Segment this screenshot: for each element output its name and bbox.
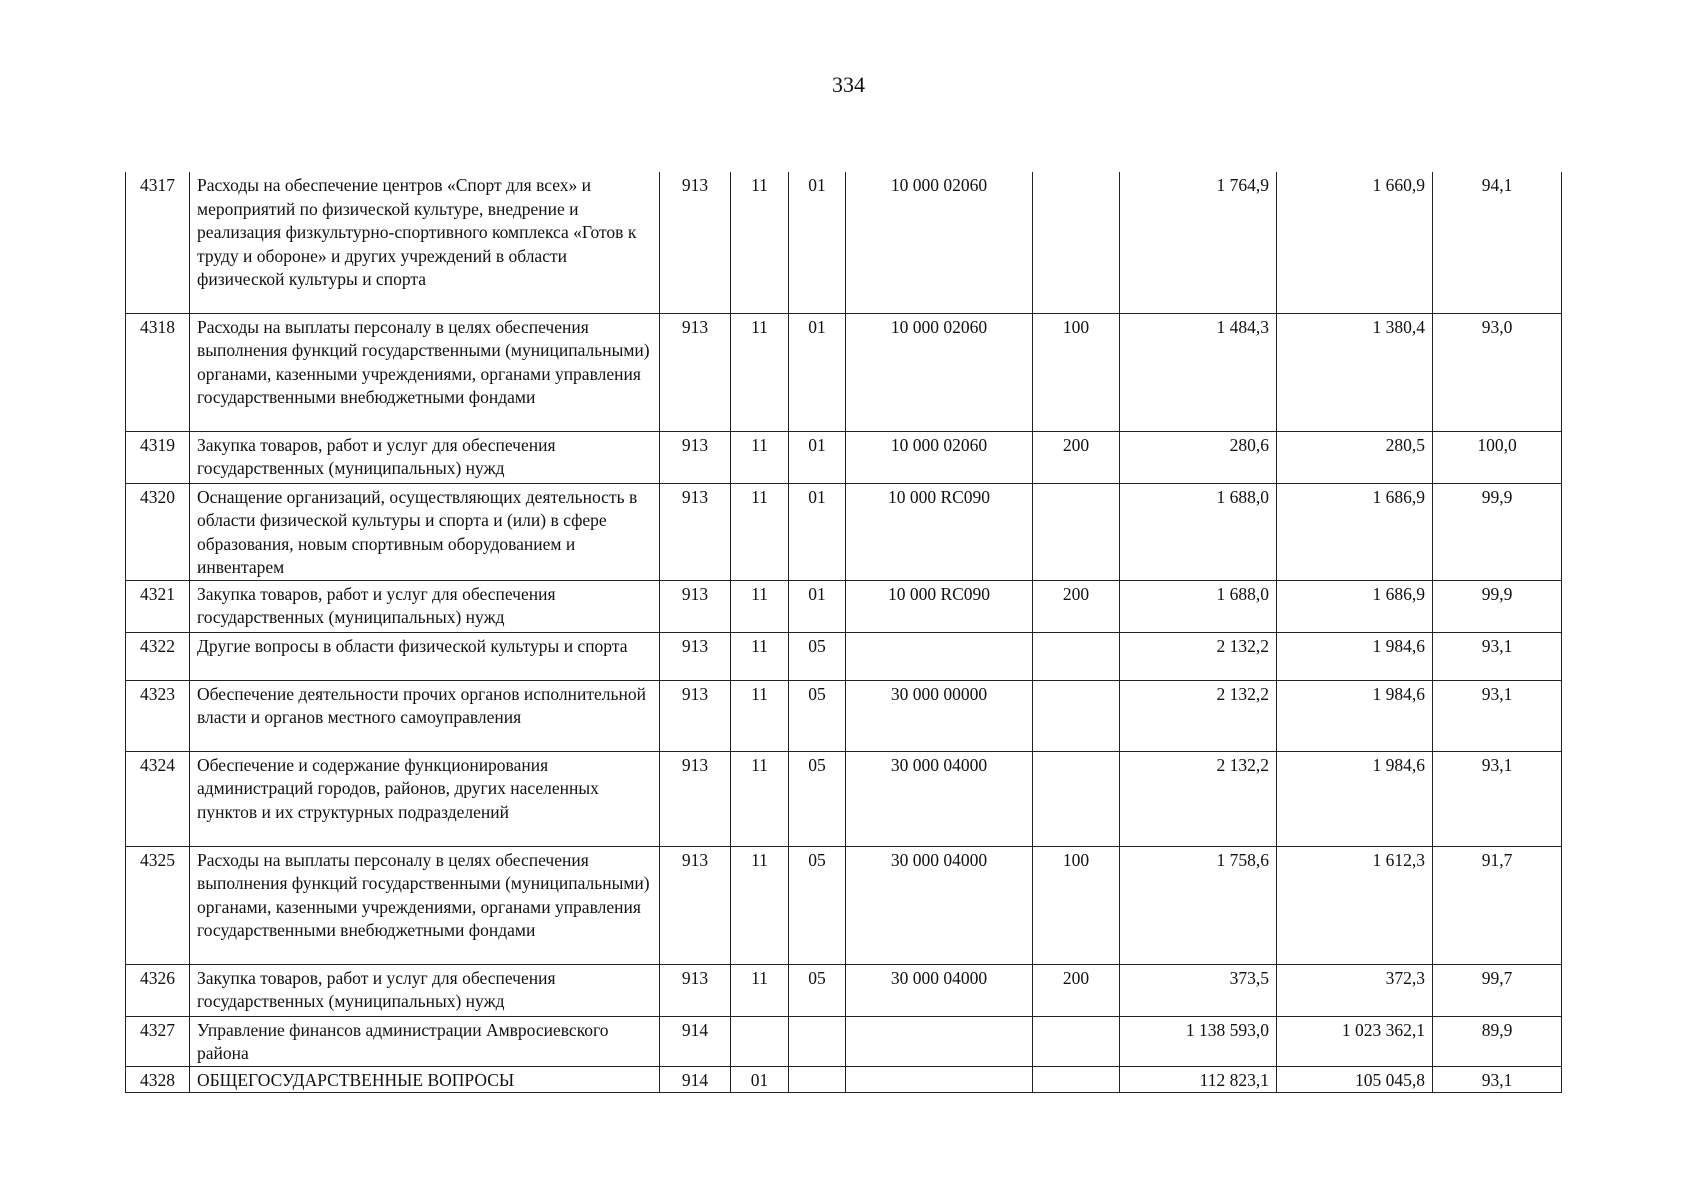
target-article-code: 30 000 04000 [846,751,1033,846]
ved-code: 913 [660,632,731,680]
expense-type-code [1033,632,1120,680]
plan-amount: 1 138 593,0 [1120,1016,1277,1066]
fact-amount: 105 045,8 [1277,1066,1433,1093]
execution-percent: 93,1 [1433,1066,1562,1093]
expense-type-code: 200 [1033,964,1120,1016]
table-row [126,1016,1562,1066]
fact-amount: 1 686,9 [1277,483,1433,580]
row-number: 4324 [126,751,190,846]
table-row [126,680,1562,751]
budget-table [125,172,1562,1093]
expense-type-code: 100 [1033,846,1120,964]
subsection-code [789,1066,846,1093]
fact-amount: 1 984,6 [1277,751,1433,846]
row-number: 4322 [126,632,190,680]
target-article-code: 10 000 RC090 [846,580,1033,632]
section-code: 01 [731,1066,789,1093]
target-article-code [846,632,1033,680]
subsection-code: 05 [789,846,846,964]
expense-type-code [1033,751,1120,846]
row-name: Закупка товаров, работ и услуг для обеспечения государственных (муниципальных) нужд [190,580,660,632]
ved-code: 914 [660,1016,731,1066]
execution-percent: 93,1 [1433,751,1562,846]
expense-type-code [1033,172,1120,313]
fact-amount: 1 686,9 [1277,580,1433,632]
fact-amount: 1 660,9 [1277,172,1433,313]
section-code: 11 [731,751,789,846]
page-number: 334 [832,72,865,97]
fact-amount: 1 984,6 [1277,632,1433,680]
execution-percent: 91,7 [1433,846,1562,964]
subsection-code [789,1016,846,1066]
ved-code: 913 [660,680,731,751]
expense-type-code [1033,680,1120,751]
ved-code: 913 [660,964,731,1016]
execution-percent: 89,9 [1433,1016,1562,1066]
subsection-code: 01 [789,483,846,580]
target-article-code: 10 000 02060 [846,172,1033,313]
section-code: 11 [731,483,789,580]
ved-code: 914 [660,1066,731,1093]
subsection-code: 01 [789,431,846,483]
expense-type-code: 200 [1033,431,1120,483]
target-article-code: 10 000 RC090 [846,483,1033,580]
section-code: 11 [731,431,789,483]
subsection-code: 05 [789,680,846,751]
target-article-code: 10 000 02060 [846,313,1033,431]
fact-amount: 1 984,6 [1277,680,1433,751]
section-code: 11 [731,313,789,431]
target-article-code: 30 000 00000 [846,680,1033,751]
row-name: Закупка товаров, работ и услуг для обеспечения государственных (муниципальных) нужд [190,964,660,1016]
execution-percent: 93,1 [1433,680,1562,751]
section-code: 11 [731,632,789,680]
execution-percent: 93,1 [1433,632,1562,680]
section-code: 11 [731,846,789,964]
expense-type-code [1033,1016,1120,1066]
row-name: Закупка товаров, работ и услуг для обеспечения государственных (муниципальных) нужд [190,431,660,483]
plan-amount: 1 688,0 [1120,580,1277,632]
ved-code: 913 [660,580,731,632]
row-number: 4327 [126,1016,190,1066]
table-row [126,580,1562,632]
ved-code: 913 [660,313,731,431]
section-code: 11 [731,680,789,751]
row-name: Обеспечение и содержание функционирования администраций городов, районов, других населенных пунктов и их структурных подразделений [190,751,660,846]
row-name: ОБЩЕГОСУДАРСТВЕННЫЕ ВОПРОСЫ [190,1066,660,1093]
ved-code: 913 [660,483,731,580]
plan-amount: 373,5 [1120,964,1277,1016]
subsection-code: 05 [789,751,846,846]
execution-percent: 100,0 [1433,431,1562,483]
subsection-code: 01 [789,580,846,632]
table-row [126,483,1562,580]
row-number: 4319 [126,431,190,483]
table-row [126,1066,1562,1093]
plan-amount: 280,6 [1120,431,1277,483]
row-name: Оснащение организаций, осуществляющих деятельность в области физической культуры и спорта и (или) в сфере образования, новым спортивным оборудованием и инвентарем [190,483,660,580]
fact-amount: 372,3 [1277,964,1433,1016]
table-row [126,172,1562,313]
row-number: 4323 [126,680,190,751]
plan-amount: 2 132,2 [1120,680,1277,751]
target-article-code [846,1066,1033,1093]
ved-code: 913 [660,431,731,483]
table-row [126,632,1562,680]
subsection-code: 01 [789,172,846,313]
table-row [126,313,1562,431]
section-code: 11 [731,172,789,313]
plan-amount: 112 823,1 [1120,1066,1277,1093]
row-name: Управление финансов администрации Амвросиевского района [190,1016,660,1066]
ved-code: 913 [660,846,731,964]
plan-amount: 2 132,2 [1120,632,1277,680]
target-article-code [846,1016,1033,1066]
row-number: 4321 [126,580,190,632]
section-code: 11 [731,580,789,632]
table-row [126,431,1562,483]
row-number: 4317 [126,172,190,313]
expense-type-code: 100 [1033,313,1120,431]
target-article-code: 10 000 02060 [846,431,1033,483]
subsection-code: 05 [789,964,846,1016]
section-code: 11 [731,964,789,1016]
ved-code: 913 [660,172,731,313]
table-row [126,846,1562,964]
expense-type-code: 200 [1033,580,1120,632]
row-name: Расходы на выплаты персоналу в целях обеспечения выполнения функций государственными (муниципальными) органами, казенными учреждениями, органами управления государственными внебюджетными фондами [190,846,660,964]
row-name: Обеспечение деятельности прочих органов исполнительной власти и органов местного самоуправления [190,680,660,751]
plan-amount: 2 132,2 [1120,751,1277,846]
execution-percent: 99,9 [1433,483,1562,580]
plan-amount: 1 758,6 [1120,846,1277,964]
row-number: 4325 [126,846,190,964]
expense-type-code [1033,483,1120,580]
execution-percent: 94,1 [1433,172,1562,313]
execution-percent: 99,7 [1433,964,1562,1016]
section-code [731,1016,789,1066]
table-row [126,964,1562,1016]
row-number: 4328 [126,1066,190,1093]
fact-amount: 1 380,4 [1277,313,1433,431]
row-number: 4326 [126,964,190,1016]
row-number: 4320 [126,483,190,580]
fact-amount: 1 023 362,1 [1277,1016,1433,1066]
expense-type-code [1033,1066,1120,1093]
target-article-code: 30 000 04000 [846,964,1033,1016]
subsection-code: 05 [789,632,846,680]
plan-amount: 1 484,3 [1120,313,1277,431]
subsection-code: 01 [789,313,846,431]
target-article-code: 30 000 04000 [846,846,1033,964]
execution-percent: 99,9 [1433,580,1562,632]
row-name: Другие вопросы в области физической культуры и спорта [190,632,660,680]
row-name: Расходы на обеспечение центров «Спорт для всех» и мероприятий по физической культуре, внедрение и реализация физкультурно-спортивного комплекса «Готов к труду и обороне» и других учреждений в области физической культуры и спорта [190,172,660,313]
fact-amount: 1 612,3 [1277,846,1433,964]
execution-percent: 93,0 [1433,313,1562,431]
plan-amount: 1 688,0 [1120,483,1277,580]
ved-code: 913 [660,751,731,846]
fact-amount: 280,5 [1277,431,1433,483]
row-name: Расходы на выплаты персоналу в целях обеспечения выполнения функций государственными (муниципальными) органами, казенными учреждениями, органами управления государственными внебюджетными фондами [190,313,660,431]
row-number: 4318 [126,313,190,431]
plan-amount: 1 764,9 [1120,172,1277,313]
table-row [126,751,1562,846]
